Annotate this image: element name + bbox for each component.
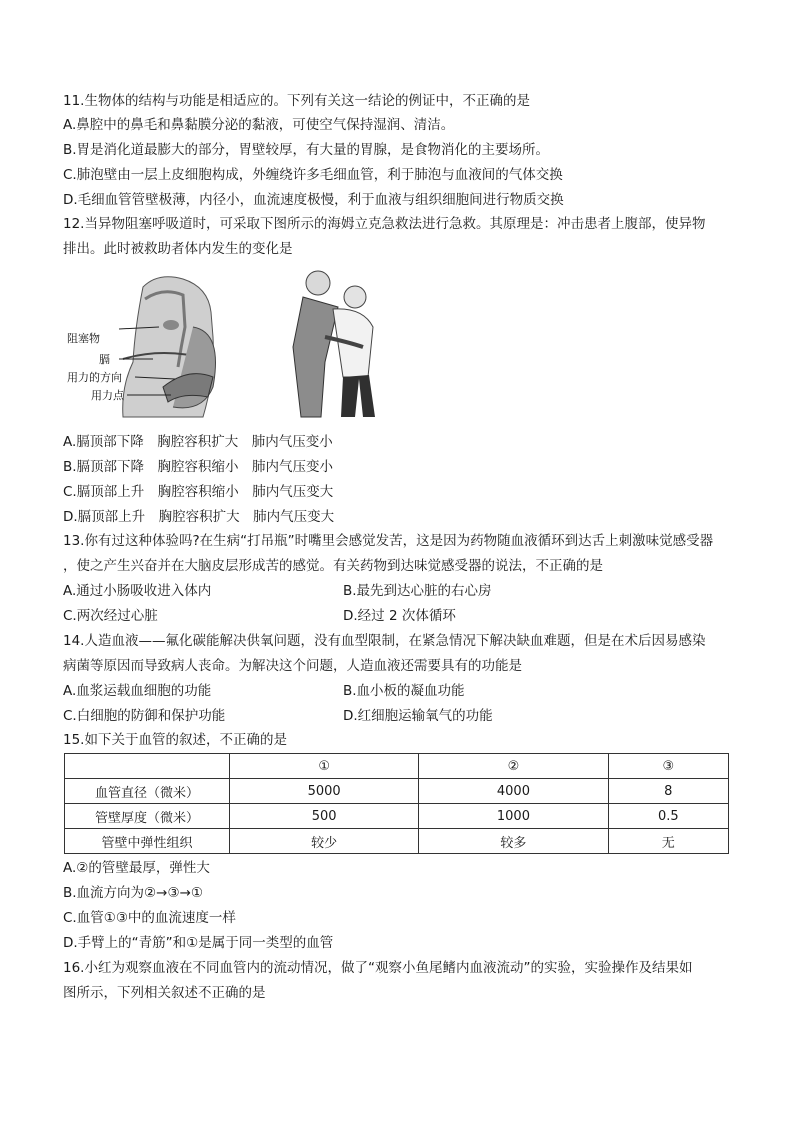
q11-option-c: C.肺泡壁由一层上皮细胞构成，外缠绕许多毛细血管，利于肺泡与血液间的气体交换 [63, 167, 563, 183]
q15-option-a: A.②的管壁最厚，弹性大 [63, 860, 210, 876]
table-cell: 4000 [419, 779, 608, 804]
q13-option-c: C.两次经过心脏 [63, 608, 158, 624]
table-cell: 无 [608, 829, 728, 854]
q15-option-b: B.血流方向为②→③→① [63, 885, 203, 901]
q12-stem-line1: 12.当异物阻塞呼吸道时，可采取下图所示的海姆立克急救法进行急救。其原理是：冲击患者上腹部，使异物 [63, 216, 706, 232]
q11-option-a: A.鼻腔中的鼻毛和鼻黏膜分泌的黏液，可使空气保持湿润、清洁。 [63, 117, 455, 133]
label-force-direction: 用力的方向 [67, 371, 122, 384]
q12-option-a: A.膈顶部下降 胸腔容积扩大 肺内气压变小 [63, 434, 333, 450]
q11-option-d: D.毛细血管管壁极薄，内径小，血流速度极慢，利于血液与组织细胞间进行物质交换 [63, 192, 564, 208]
q15-option-d: D.手臂上的“青筋”和①是属于同一类型的血管 [63, 935, 334, 951]
table-cell: 8 [608, 779, 728, 804]
q13-option-b: B.最先到达心脏的右心房 [343, 583, 492, 599]
table-cell: 管壁中弹性组织 [65, 829, 230, 854]
table-header-cell [65, 754, 230, 779]
table-cell: 5000 [230, 779, 419, 804]
q13-option-d: D.经过 2 次体循环 [343, 608, 456, 624]
label-force-point: 用力点 [91, 389, 124, 402]
q14-stem-line2: 病菌等原因而导致病人丧命。为解决这个问题，人造血液还需要具有的功能是 [63, 658, 522, 674]
table-header-cell: ① [230, 754, 419, 779]
table-row [65, 804, 729, 829]
q12-option-c: C.膈顶部上升 胸腔容积缩小 肺内气压变大 [63, 484, 334, 500]
table-header-row [65, 754, 729, 779]
q16-stem-line1: 16.小红为观察血液在不同血管内的流动情况，做了“观察小鱼尾鳍内血液流动”的实验，实验操作及结果如 [63, 960, 693, 976]
q13-option-a: A.通过小肠吸收进入体内 [63, 583, 212, 599]
table-cell: 较少 [230, 829, 419, 854]
q14-option-b: B.血小板的凝血功能 [343, 683, 465, 699]
q15-stem: 15.如下关于血管的叙述，不正确的是 [63, 732, 287, 748]
q14-option-d: D.红细胞运输氧气的功能 [343, 708, 493, 724]
q15-option-c: C.血管①③中的血流速度一样 [63, 910, 236, 926]
label-obstruction: 阻塞物 [67, 332, 100, 345]
q14-stem-line1: 14.人造血液——氟化碳能解决供氧问题，没有血型限制，在紧急情况下解决缺血难题，但是在术后因易感染 [63, 633, 706, 649]
table-row [65, 779, 729, 804]
rescuer-illustration [293, 271, 375, 417]
q11-option-b: B.胃是消化道最膨大的部分，胃壁较厚，有大量的胃腺，是食物消化的主要场所。 [63, 142, 550, 158]
heimlich-maneuver-figure [63, 267, 383, 422]
q12-option-b: B.膈顶部下降 胸腔容积缩小 肺内气压变小 [63, 459, 334, 475]
q12-stem-line2: 排出。此时被救助者体内发生的变化是 [63, 241, 293, 257]
q11-stem: 11.生物体的结构与功能是相适应的。下列有关这一结论的例证中，不正确的是 [63, 93, 530, 109]
q14-option-a: A.血浆运载血细胞的功能 [63, 683, 212, 699]
q14-option-c: C.白细胞的防御和保护功能 [63, 708, 226, 724]
table-row [65, 829, 729, 854]
q13-stem-line2: ，使之产生兴奋并在大脑皮层形成苦的感觉。有关药物到达味觉感受器的说法，不正确的是 [63, 558, 603, 574]
table-header-cell: ③ [608, 754, 728, 779]
table-cell: 0.5 [608, 804, 728, 829]
blood-vessel-table [64, 753, 729, 854]
table-cell: 1000 [419, 804, 608, 829]
q13-stem-line1: 13.你有过这种体验吗?在生病“打吊瓶”时嘴里会感觉发苦，这是因为药物随血液循环到达舌上刺激味觉感受器 [63, 533, 714, 549]
table-cell: 500 [230, 804, 419, 829]
table-header-cell: ② [419, 754, 608, 779]
q12-option-d: D.膈顶部上升 胸腔容积扩大 肺内气压变大 [63, 509, 335, 525]
label-diaphragm: 膈 [99, 353, 110, 366]
q16-stem-line2: 图所示，下列相关叙述不正确的是 [63, 985, 266, 1001]
table-cell: 较多 [419, 829, 608, 854]
table-cell: 管壁厚度（微米） [65, 804, 230, 829]
table-cell: 血管直径（微米） [65, 779, 230, 804]
